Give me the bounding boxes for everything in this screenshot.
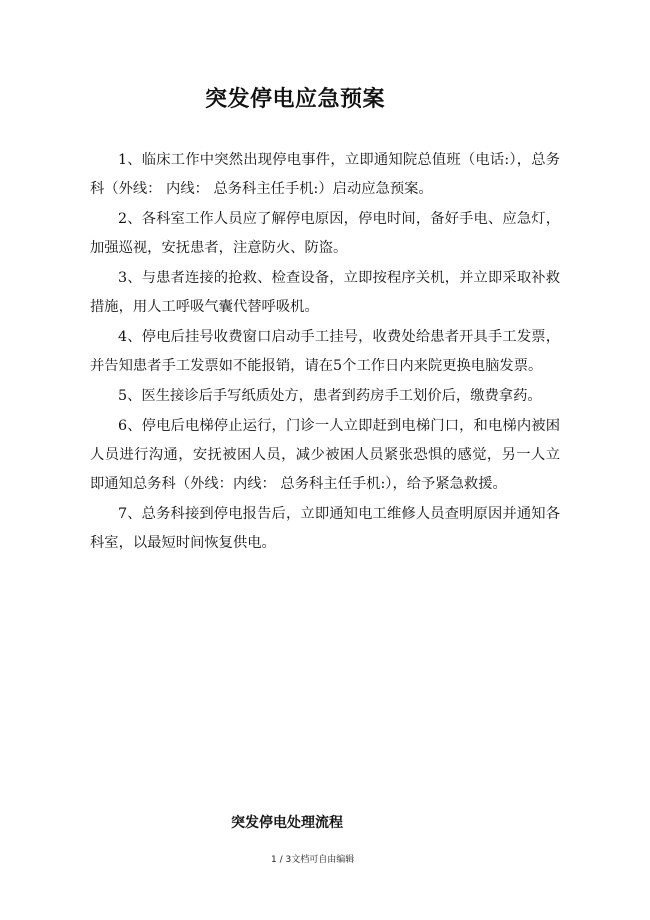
- paragraph-2: 2、各科室工作人员应了解停电原因，停电时间，备好手电、应急灯，加强巡视，安抚患者，注意防火、防盗。: [90, 211, 560, 256]
- paragraph-5: 5、医生接诊后手写纸质处方，患者到药房手工划价后，缴费拿药。: [118, 388, 542, 404]
- page-footer: 1 / 3文档可自由编辑: [271, 855, 355, 865]
- section-subtitle: 突发停电处理流程: [231, 815, 343, 831]
- paragraph-6: 6、停电后电梯停止运行，门诊一人立即赶到电梯门口，和电梯内被困人员进行沟通，安抚被困人员，减少被困人员紧张恐惧的感觉，另一人立即通知总务科（外线：内线： 总务科主任手机:），给予紧急救援。: [90, 418, 560, 492]
- paragraph-7: 7、总务科接到停电报告后，立即通知电工维修人员查明原因并通知各科室，以最短时间恢复供电。: [90, 506, 560, 551]
- paragraph-4: 4、停电后挂号收费窗口启动手工挂号，收费处给患者开具手工发票，并告知患者手工发票如不能报销，请在5个工作日内来院更换电脑发票。: [90, 329, 560, 374]
- paragraph-3: 3、与患者连接的抢救、检查设备，立即按程序关机，并立即采取补救措施，用人工呼吸气囊代替呼吸机。: [90, 270, 560, 315]
- document-title: 突发停电应急预案: [205, 87, 386, 112]
- document-body: [90, 146, 560, 559]
- paragraph-1: 1、临床工作中突然出现停电事件，立即通知院总值班（电话:），总务科（外线： 内线： 总务科主任手机:）启动应急预案。: [90, 152, 560, 197]
